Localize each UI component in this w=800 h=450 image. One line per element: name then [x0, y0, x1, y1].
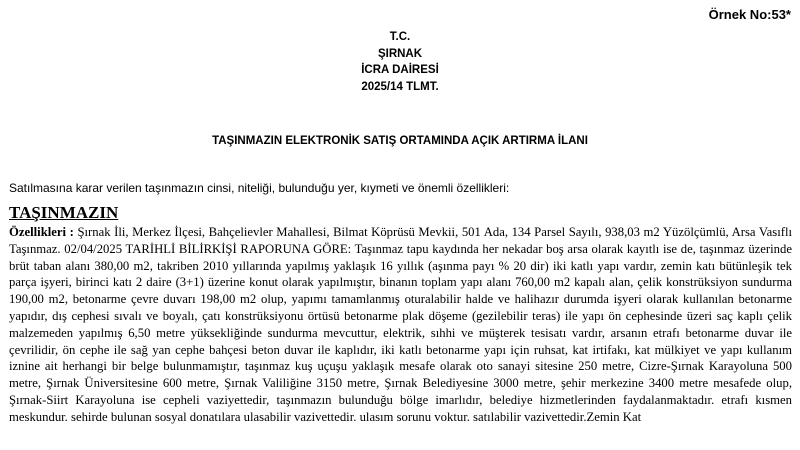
notice-title: TAŞINMAZIN ELEKTRONİK SATIŞ ORTAMINDA AÇIK ARTIRMA İLANI [212, 135, 588, 147]
header-line-tc: T.C. [389, 31, 411, 43]
properties-paragraph [9, 224, 792, 426]
properties-label: Özellikleri : [9, 225, 74, 239]
intro-text: Satılmasına karar verilen taşınmazın cinsi, niteliği, bulunduğu yer, kıymeti ve önemli özellikleri: [9, 181, 510, 195]
header-line-city: ŞIRNAK [377, 47, 423, 60]
section-heading: TAŞINMAZIN [9, 203, 119, 222]
header-line-office: İCRA DAİRESİ [361, 64, 439, 76]
document-header [0, 29, 800, 95]
form-number: Örnek No:53* [708, 7, 791, 22]
header-line-file-number: 2025/14 TLMT. [361, 80, 439, 93]
properties-text: Şırnak İli, Merkez İlçesi, Bahçelievler Mahallesi, Bilmat Köprüsü Mevkii, 501 Ada, 134 Parsel Sayılı, 938,03 m2 Yüzölçümlü, Arsa Vasıflı Taşınmaz. 02/04/2025 TARİHLİ BİLİRKİŞİ RAPORUNA GÖRE: Taşınmaz tapu kaydında her nekadar boş arsa olarak kayıtlı ise de, taşınmaz üzerinde brüt taban alanı 380,00 m2, takriben 2010 yıllarında yapılmış yaklaşık 16 yıllık (aşınma payı % 20 dir) iki katlı yapı vardır, zemin katı bütünleşik tek parça işyeri, birinci katı 2 daire (3+1) üzerine konut olarak yapılmıştır, binanın toplam yapı alanı 760,00 m2 kapalı alan, çelik konstrüksiyon sundurma 190,00 m2, betonarme çevre duvarı 198,00 m2 olup, yapımı tamamlanmış oturalabilir halde ve halihazır durumda işyeri olarak kullanılan betonarme yapıdır, dış cephesi sıvalı ve boyalı, çatı konstrüksiyonu örtüsü betonarme plak döşeme (gezilebilir teras) ile yapı ön cephesinde üzeri saç kaplı çelik malzemeden yapılmış 6,50 metre yüksekliğinde sundurma mevcuttur, elektrik, sıhhi ve müşterek tesisatı vardır, arsanın etrafı betonarme duvar ile çevrilidir, ön cephe ile sağ yan cephe bahçesi beton duvar ile kaplıdır, iki katlı betonarme yapı için ruhsat, kat irtifakı, kat mülkiyet ve yapı kullanım iznine ait herhangi bir belge bulunmamıştır, taşınmaz kuş uçuşu yaklaşık mesafe olarak oto sanayi sitesine 250 metre, Cizre-Şırnak Karayoluna 500 metre, Şırnak Üniversitesine 600 metre, Şırnak Valiliğine 3150 metre, Şırnak Belediyesine 3000 metre, şehir merkezine 3400 metre mesafede olup, Şırnak-Siirt Karayoluna ise cepheli vaziyettedir, taşınmazın bulunduğu bölge imarlıdır, belediye hizmetlerinden faydalanmaktadır. etrafı kısmen meskundur. sehirde bulunan sosyal donatılara ulasabilir vazivettedir. ulasım sorunu voktur. satılabilir vazivettedir.Zemin Kat [9, 225, 792, 424]
